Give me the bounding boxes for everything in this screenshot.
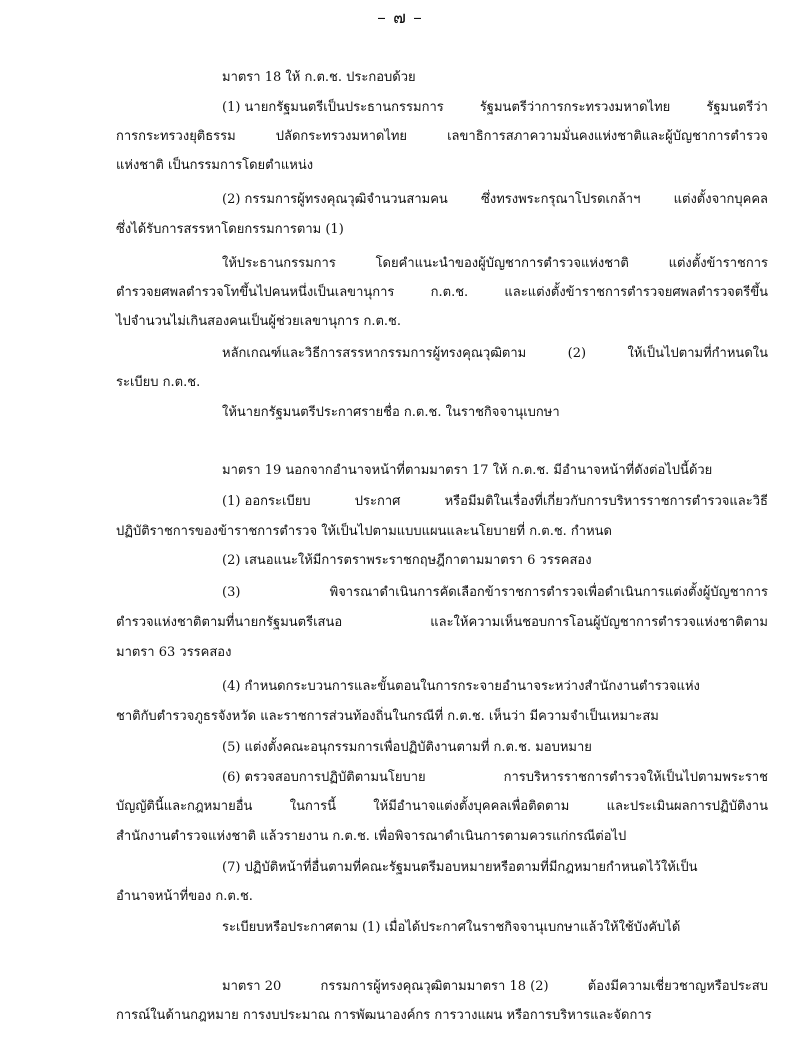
section-19-item-6-line-2: บัญญัตินี้และกฎหมายอื่น ในการนี้ ให้มีอำนาจแต่งตั้งบุคคลเพื่อติดตาม และประเมินผลการปฏิบัติงาน — [116, 799, 768, 814]
section-18-announce: ให้นายกรัฐมนตรีประกาศรายชื่อ ก.ต.ช. ในราชกิจจานุเบกษา — [222, 405, 560, 420]
section-19-item-5: (5) แต่งตั้งคณะอนุกรรมการเพื่อปฏิบัติงานตามที่ ก.ต.ช. มอบหมาย — [222, 740, 592, 755]
section-18-item-2-line-2: ซึ่งได้รับการสรรหาโดยกรรมการตาม (1) — [116, 222, 344, 237]
section-19-item-7-line-2: อำนาจหน้าที่ของ ก.ต.ช. — [116, 889, 253, 904]
section-19-regulation-note: ระเบียบหรือประกาศตาม (1) เมื่อได้ประกาศในราชกิจจานุเบกษาแล้วให้ใช้บังคับได้ — [222, 920, 681, 935]
section-18-secretary-line-3: ไปจำนวนไม่เกินสองคนเป็นผู้ช่วยเลขานุการ ก.ต.ช. — [116, 314, 402, 329]
section-19-item-6-line-1: (6) ตรวจสอบการปฏิบัติตามนโยบาย การบริหารราชการตำรวจให้เป็นไปตามพระราช — [222, 770, 768, 785]
page-number: – ๗ – — [377, 8, 423, 28]
section-19-item-2: (2) เสนอแนะให้มีการตราพระราชกฤษฎีกาตามมาตรา 6 วรรคสอง — [222, 553, 592, 568]
section-19-item-1-line-2: ปฏิบัติราชการของข้าราชการตำรวจ ให้เป็นไปตามแบบแผนและนโยบายที่ ก.ต.ช. กำหนด — [116, 524, 612, 539]
section-20-line-1: มาตรา 20 กรรมการผู้ทรงคุณวุฒิตามมาตรา 18 (2) ต้องมีความเชี่ยวชาญหรือประสบ — [222, 979, 768, 994]
section-18-secretary-line-2: ตำรวจยศพลตำรวจโทขึ้นไปคนหนึ่งเป็นเลขานุการ ก.ต.ช. และแต่งตั้งข้าราชการตำรวจยศพลตำรวจตรีขึ้น — [116, 285, 768, 300]
section-20-line-2: การณ์ในด้านกฎหมาย การงบประมาณ การพัฒนาองค์กร การวางแผน หรือการบริหารและจัดการ — [116, 1008, 652, 1023]
section-18-criteria-line-1: หลักเกณฑ์และวิธีการสรรหากรรมการผู้ทรงคุณวุฒิตาม (2) ให้เป็นไปตามที่กำหนดใน — [222, 346, 768, 361]
section-18-heading: มาตรา 18 ให้ ก.ต.ช. ประกอบด้วย — [222, 70, 416, 85]
section-18-item-1-line-3: แห่งชาติ เป็นกรรมการโดยตำแหน่ง — [116, 158, 314, 173]
section-19-item-6-line-3: สำนักงานตำรวจแห่งชาติ แล้วรายงาน ก.ต.ช. เพื่อพิจารณาดำเนินการตามควรแก่กรณีต่อไป — [116, 829, 627, 844]
section-19-heading: มาตรา 19 นอกจากอำนาจหน้าที่ตามมาตรา 17 ให้ ก.ต.ช. มีอำนาจหน้าที่ดังต่อไปนี้ด้วย — [222, 463, 713, 478]
section-19-item-3-line-3: มาตรา 63 วรรคสอง — [116, 645, 232, 660]
section-19-item-4-line-1: (4) กำหนดกระบวนการและขั้นตอนในการกระจายอำนาจระหว่างสำนักงานตำรวจแห่ง — [222, 679, 700, 694]
section-19-item-1-line-1: (1) ออกระเบียบ ประกาศ หรือมีมติในเรื่องที่เกี่ยวกับการบริหารราชการตำรวจและวิธี — [222, 494, 768, 509]
section-18-item-2-line-1: (2) กรรมการผู้ทรงคุณวุฒิจำนวนสามคน ซึ่งทรงพระกรุณาโปรดเกล้าฯ แต่งตั้งจากบุคคล — [222, 192, 768, 207]
section-19-item-3-line-2: ตำรวจแห่งชาติตามที่นายกรัฐมนตรีเสนอ และให้ความเห็นชอบการโอนผู้บัญชาการตำรวจแห่งชาติตาม — [116, 615, 768, 630]
section-19-item-3-line-1: (3) พิจารณาดำเนินการคัดเลือกข้าราชการตำรวจเพื่อดำเนินการแต่งตั้งผู้บัญชาการ — [222, 585, 768, 600]
section-18-item-1-line-1: (1) นายกรัฐมนตรีเป็นประธานกรรมการ รัฐมนตรีว่าการกระทรวงมหาดไทย รัฐมนตรีว่า — [222, 100, 768, 115]
section-19-item-7-line-1: (7) ปฏิบัติหน้าที่อื่นตามที่คณะรัฐมนตรีมอบหมายหรือตามที่มีกฎหมายกำหนดไว้ให้เป็น — [222, 860, 698, 875]
section-18-secretary-line-1: ให้ประธานกรรมการ โดยคำแนะนำของผู้บัญชาการตำรวจแห่งชาติ แต่งตั้งข้าราชการ — [222, 256, 768, 271]
section-18-criteria-line-2: ระเบียบ ก.ต.ช. — [116, 375, 201, 390]
section-19-item-4-line-2: ชาติกับตำรวจภูธรจังหวัด และราชการส่วนท้องถิ่นในกรณีที่ ก.ต.ช. เห็นว่า มีความจำเป็นเหมาะสม — [116, 709, 659, 724]
section-18-item-1-line-2: การกระทรวงยุติธรรม ปลัดกระทรวงมหาดไทย เลขาธิการสภาความมั่นคงแห่งชาติและผู้บัญชาการตำรวจ — [116, 129, 768, 144]
